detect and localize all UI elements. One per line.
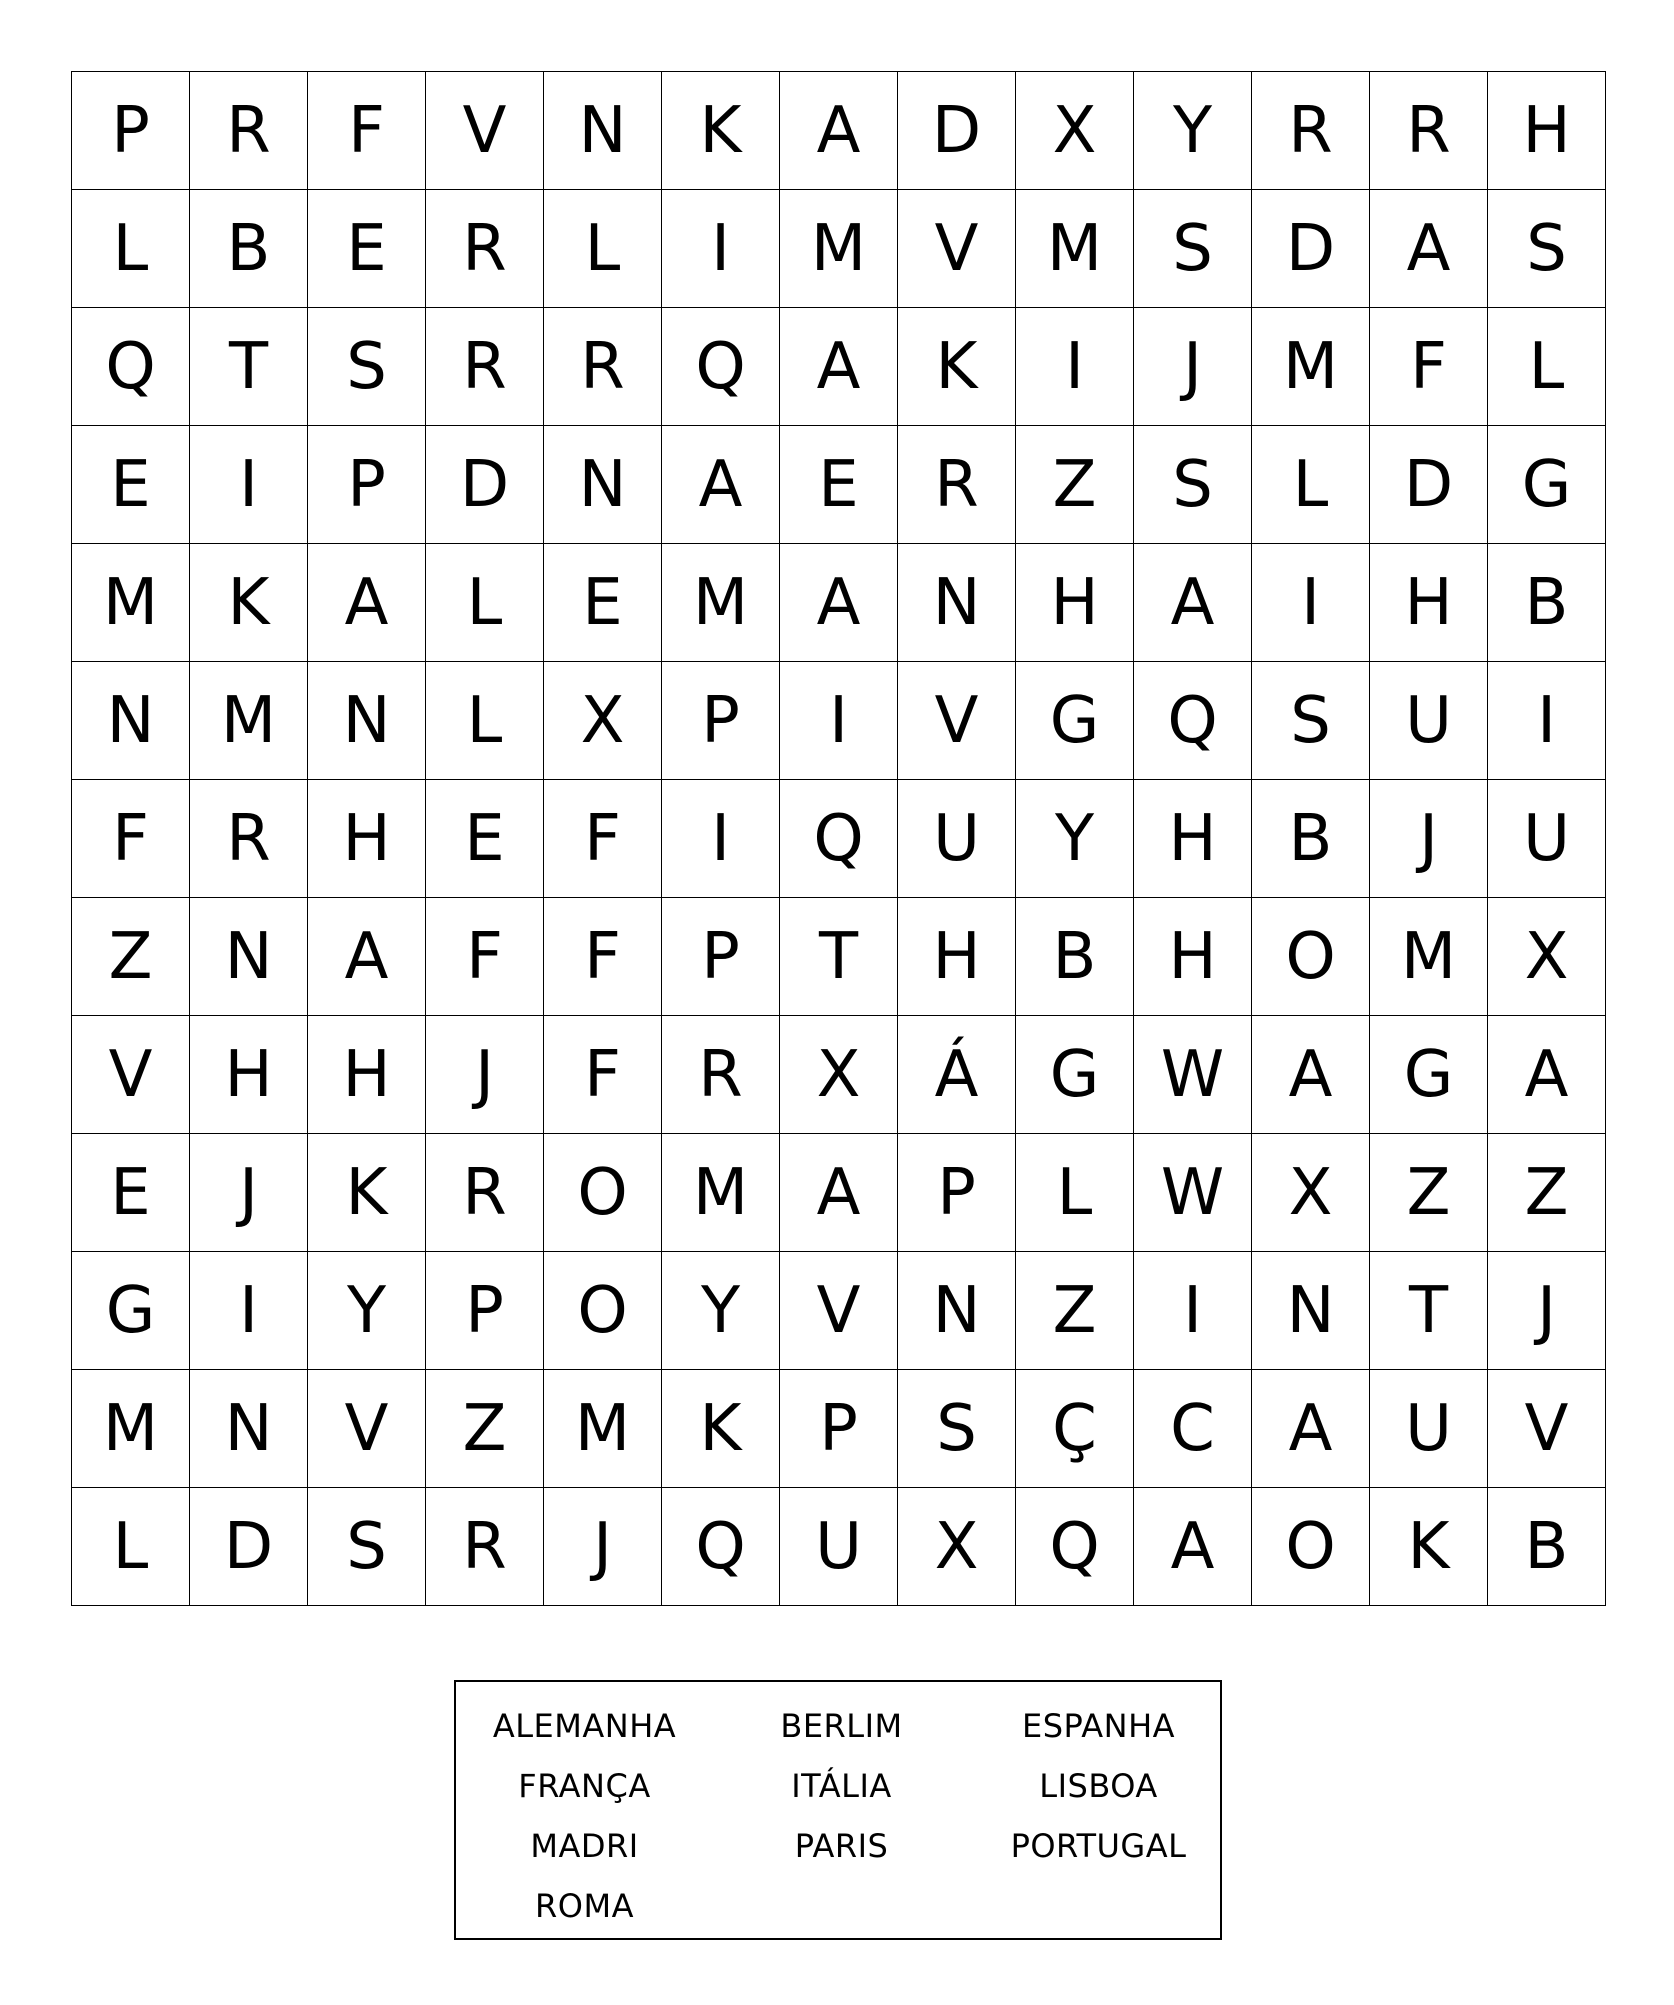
grid-cell[interactable]: U xyxy=(1370,662,1488,780)
grid-cell[interactable]: J xyxy=(1488,1252,1606,1370)
grid-cell[interactable]: P xyxy=(662,898,780,1016)
grid-cell[interactable]: K xyxy=(662,1370,780,1488)
grid-cell[interactable]: M xyxy=(190,662,308,780)
grid-cell[interactable]: F xyxy=(426,898,544,1016)
grid-cell[interactable]: L xyxy=(72,1488,190,1606)
grid-cell[interactable]: H xyxy=(308,1016,426,1134)
grid-cell[interactable]: A xyxy=(308,544,426,662)
grid-cell[interactable]: M xyxy=(1016,190,1134,308)
grid-cell[interactable]: P xyxy=(426,1252,544,1370)
grid-cell[interactable]: Z xyxy=(1370,1134,1488,1252)
grid-cell[interactable]: F xyxy=(72,780,190,898)
grid-cell[interactable]: Q xyxy=(662,1488,780,1606)
grid-cell[interactable]: R xyxy=(190,72,308,190)
grid-cell[interactable]: H xyxy=(898,898,1016,1016)
grid-cell[interactable]: P xyxy=(72,72,190,190)
grid-cell[interactable]: X xyxy=(898,1488,1016,1606)
grid-cell[interactable]: R xyxy=(190,780,308,898)
grid-cell[interactable]: K xyxy=(898,308,1016,426)
grid-cell[interactable]: I xyxy=(190,426,308,544)
grid-cell[interactable]: J xyxy=(544,1488,662,1606)
grid-cell[interactable]: R xyxy=(544,308,662,426)
grid-cell[interactable]: L xyxy=(544,190,662,308)
grid-cell[interactable]: P xyxy=(780,1370,898,1488)
grid-cell[interactable]: R xyxy=(426,1134,544,1252)
word-list-item: ROMA xyxy=(535,1887,634,1925)
grid-cell[interactable]: N xyxy=(308,662,426,780)
word-list xyxy=(456,1696,1220,1936)
grid-cell[interactable]: V xyxy=(780,1252,898,1370)
grid-cell[interactable]: J xyxy=(190,1134,308,1252)
grid-cell[interactable]: P xyxy=(308,426,426,544)
grid-cell[interactable]: X xyxy=(1252,1134,1370,1252)
letter-grid xyxy=(71,71,1606,1606)
grid-cell[interactable]: A xyxy=(1134,544,1252,662)
grid-cell[interactable]: A xyxy=(1370,190,1488,308)
grid-cell[interactable]: Y xyxy=(662,1252,780,1370)
grid-cell[interactable]: H xyxy=(1016,544,1134,662)
grid-cell[interactable]: F xyxy=(308,72,426,190)
grid-cell[interactable]: K xyxy=(308,1134,426,1252)
grid-cell[interactable]: F xyxy=(544,780,662,898)
grid-cell[interactable]: Q xyxy=(1016,1488,1134,1606)
grid-cell[interactable]: S xyxy=(1252,662,1370,780)
grid-cell[interactable]: V xyxy=(308,1370,426,1488)
grid-cell[interactable]: T xyxy=(190,308,308,426)
grid-cell[interactable]: A xyxy=(308,898,426,1016)
grid-cell[interactable]: Y xyxy=(308,1252,426,1370)
grid-cell[interactable]: Y xyxy=(1134,72,1252,190)
grid-cell[interactable]: R xyxy=(426,190,544,308)
grid-cell[interactable]: G xyxy=(1016,662,1134,780)
word-list-box xyxy=(454,1680,1222,1940)
grid-cell[interactable]: C xyxy=(1134,1370,1252,1488)
grid-cell[interactable]: H xyxy=(1134,898,1252,1016)
grid-cell[interactable]: M xyxy=(662,1134,780,1252)
grid-cell[interactable]: F xyxy=(1370,308,1488,426)
grid-cell[interactable]: V xyxy=(426,72,544,190)
grid-cell[interactable]: J xyxy=(1134,308,1252,426)
grid-cell[interactable]: J xyxy=(426,1016,544,1134)
grid-cell[interactable]: B xyxy=(190,190,308,308)
grid-cell[interactable]: Z xyxy=(1016,426,1134,544)
grid-cell[interactable]: H xyxy=(1134,780,1252,898)
grid-cell[interactable]: M xyxy=(1370,898,1488,1016)
grid-cell[interactable]: O xyxy=(1252,898,1370,1016)
grid-cell[interactable]: A xyxy=(780,1134,898,1252)
grid-cell[interactable]: M xyxy=(662,544,780,662)
grid-cell[interactable]: A xyxy=(1252,1370,1370,1488)
grid-cell[interactable]: G xyxy=(1488,426,1606,544)
word-list-item: ALEMANHA xyxy=(492,1707,677,1745)
grid-cell[interactable]: I xyxy=(1252,544,1370,662)
grid-cell[interactable]: M xyxy=(780,190,898,308)
grid-cell[interactable]: K xyxy=(1370,1488,1488,1606)
grid-cell[interactable]: K xyxy=(662,72,780,190)
grid-cell[interactable]: B xyxy=(1252,780,1370,898)
grid-cell[interactable]: I xyxy=(1016,308,1134,426)
grid-cell[interactable]: E xyxy=(72,426,190,544)
grid-cell[interactable]: K xyxy=(190,544,308,662)
grid-cell[interactable]: H xyxy=(1370,544,1488,662)
grid-cell[interactable]: S xyxy=(898,1370,1016,1488)
grid-cell[interactable]: W xyxy=(1134,1134,1252,1252)
grid-cell[interactable]: M xyxy=(1252,308,1370,426)
grid-cell[interactable]: U xyxy=(898,780,1016,898)
word-list-item: LISBOA xyxy=(1039,1767,1158,1805)
grid-cell[interactable]: A xyxy=(662,426,780,544)
grid-cell[interactable]: Q xyxy=(72,308,190,426)
grid-cell[interactable]: A xyxy=(1488,1016,1606,1134)
grid-cell[interactable]: D xyxy=(190,1488,308,1606)
grid-cell[interactable]: E xyxy=(780,426,898,544)
grid-cell[interactable]: V xyxy=(1488,1370,1606,1488)
grid-cell[interactable]: D xyxy=(426,426,544,544)
grid-cell[interactable]: Z xyxy=(1488,1134,1606,1252)
grid-cell[interactable]: A xyxy=(780,72,898,190)
grid-cell[interactable]: P xyxy=(662,662,780,780)
grid-cell[interactable]: I xyxy=(1134,1252,1252,1370)
grid-cell[interactable]: D xyxy=(1370,426,1488,544)
grid-cell[interactable]: X xyxy=(780,1016,898,1134)
grid-cell[interactable]: H xyxy=(190,1016,308,1134)
grid-cell[interactable]: N xyxy=(898,1252,1016,1370)
grid-cell[interactable]: F xyxy=(544,898,662,1016)
grid-cell[interactable]: O xyxy=(544,1134,662,1252)
grid-cell[interactable]: T xyxy=(780,898,898,1016)
grid-cell[interactable]: B xyxy=(1488,544,1606,662)
grid-cell[interactable]: A xyxy=(780,308,898,426)
grid-cell[interactable]: L xyxy=(1016,1134,1134,1252)
grid-cell[interactable]: S xyxy=(1488,190,1606,308)
word-list-item: PORTUGAL xyxy=(1010,1827,1187,1865)
word-list-item: FRANÇA xyxy=(518,1767,651,1805)
grid-cell[interactable]: N xyxy=(544,72,662,190)
grid-cell[interactable]: L xyxy=(426,544,544,662)
grid-cell[interactable]: R xyxy=(898,426,1016,544)
grid-cell[interactable]: L xyxy=(1488,308,1606,426)
grid-cell[interactable]: U xyxy=(780,1488,898,1606)
word-list-item: BERLIM xyxy=(780,1707,903,1745)
grid-cell[interactable]: R xyxy=(426,308,544,426)
grid-cell[interactable]: V xyxy=(898,662,1016,780)
grid-cell[interactable]: E xyxy=(72,1134,190,1252)
grid-cell[interactable]: T xyxy=(1370,1252,1488,1370)
grid-cell[interactable]: Z xyxy=(72,898,190,1016)
grid-cell[interactable]: S xyxy=(1134,426,1252,544)
word-list-item: ESPANHA xyxy=(1021,1707,1176,1745)
grid-cell[interactable]: L xyxy=(1252,426,1370,544)
grid-cell[interactable]: Y xyxy=(1016,780,1134,898)
word-list-item: ITÁLIA xyxy=(791,1767,892,1805)
grid-cell[interactable]: B xyxy=(1016,898,1134,1016)
grid-cell[interactable]: A xyxy=(1134,1488,1252,1606)
grid-cell[interactable]: M xyxy=(72,1370,190,1488)
grid-cell[interactable]: Á xyxy=(898,1016,1016,1134)
grid-cell[interactable]: J xyxy=(1370,780,1488,898)
grid-cell[interactable]: H xyxy=(308,780,426,898)
grid-cell[interactable]: D xyxy=(1252,190,1370,308)
grid-cell[interactable]: V xyxy=(72,1016,190,1134)
grid-cell[interactable]: U xyxy=(1488,780,1606,898)
grid-cell[interactable]: Q xyxy=(1134,662,1252,780)
grid-cell[interactable]: A xyxy=(1252,1016,1370,1134)
grid-cell[interactable]: Z xyxy=(1016,1252,1134,1370)
word-list-item: MADRI xyxy=(530,1827,639,1865)
grid-cell[interactable]: R xyxy=(662,1016,780,1134)
grid-cell[interactable]: N xyxy=(190,1370,308,1488)
grid-cell[interactable]: H xyxy=(1488,72,1606,190)
grid-cell[interactable]: M xyxy=(72,544,190,662)
grid-cell[interactable]: D xyxy=(898,72,1016,190)
grid-cell[interactable]: Q xyxy=(662,308,780,426)
grid-cell[interactable]: A xyxy=(780,544,898,662)
grid-cell[interactable]: X xyxy=(1016,72,1134,190)
grid-cell[interactable]: G xyxy=(72,1252,190,1370)
grid-cell[interactable]: S xyxy=(308,1488,426,1606)
grid-cell[interactable]: X xyxy=(1488,898,1606,1016)
grid-cell[interactable]: E xyxy=(308,190,426,308)
grid-cell[interactable]: S xyxy=(1134,190,1252,308)
grid-cell[interactable]: Q xyxy=(780,780,898,898)
grid-cell[interactable]: B xyxy=(1488,1488,1606,1606)
grid-cell[interactable]: I xyxy=(1488,662,1606,780)
grid-cell[interactable]: L xyxy=(426,662,544,780)
grid-cell[interactable]: I xyxy=(662,780,780,898)
grid-cell[interactable]: N xyxy=(544,426,662,544)
grid-cell[interactable]: W xyxy=(1134,1016,1252,1134)
grid-cell[interactable]: X xyxy=(544,662,662,780)
grid-cell[interactable]: P xyxy=(898,1134,1016,1252)
grid-cell[interactable]: I xyxy=(190,1252,308,1370)
grid-cell[interactable]: L xyxy=(72,190,190,308)
grid-cell[interactable]: G xyxy=(1370,1016,1488,1134)
grid-cell[interactable]: O xyxy=(544,1252,662,1370)
grid-cell[interactable]: R xyxy=(1370,72,1488,190)
grid-cell[interactable]: N xyxy=(72,662,190,780)
grid-cell[interactable]: N xyxy=(898,544,1016,662)
grid-cell[interactable]: E xyxy=(544,544,662,662)
grid-cell[interactable]: S xyxy=(308,308,426,426)
word-list-item: PARIS xyxy=(794,1827,889,1865)
grid-cell[interactable]: Z xyxy=(426,1370,544,1488)
grid-cell[interactable]: F xyxy=(544,1016,662,1134)
grid-cell[interactable]: I xyxy=(662,190,780,308)
grid-cell[interactable]: N xyxy=(1252,1252,1370,1370)
grid-cell[interactable]: O xyxy=(1252,1488,1370,1606)
grid-cell[interactable]: M xyxy=(544,1370,662,1488)
grid-cell[interactable]: U xyxy=(1370,1370,1488,1488)
grid-cell[interactable]: E xyxy=(426,780,544,898)
grid-cell[interactable]: G xyxy=(1016,1016,1134,1134)
grid-cell[interactable]: R xyxy=(1252,72,1370,190)
grid-cell[interactable]: R xyxy=(426,1488,544,1606)
grid-cell[interactable]: N xyxy=(190,898,308,1016)
grid-cell[interactable]: V xyxy=(898,190,1016,308)
grid-cell[interactable]: Ç xyxy=(1016,1370,1134,1488)
grid-cell[interactable]: I xyxy=(780,662,898,780)
